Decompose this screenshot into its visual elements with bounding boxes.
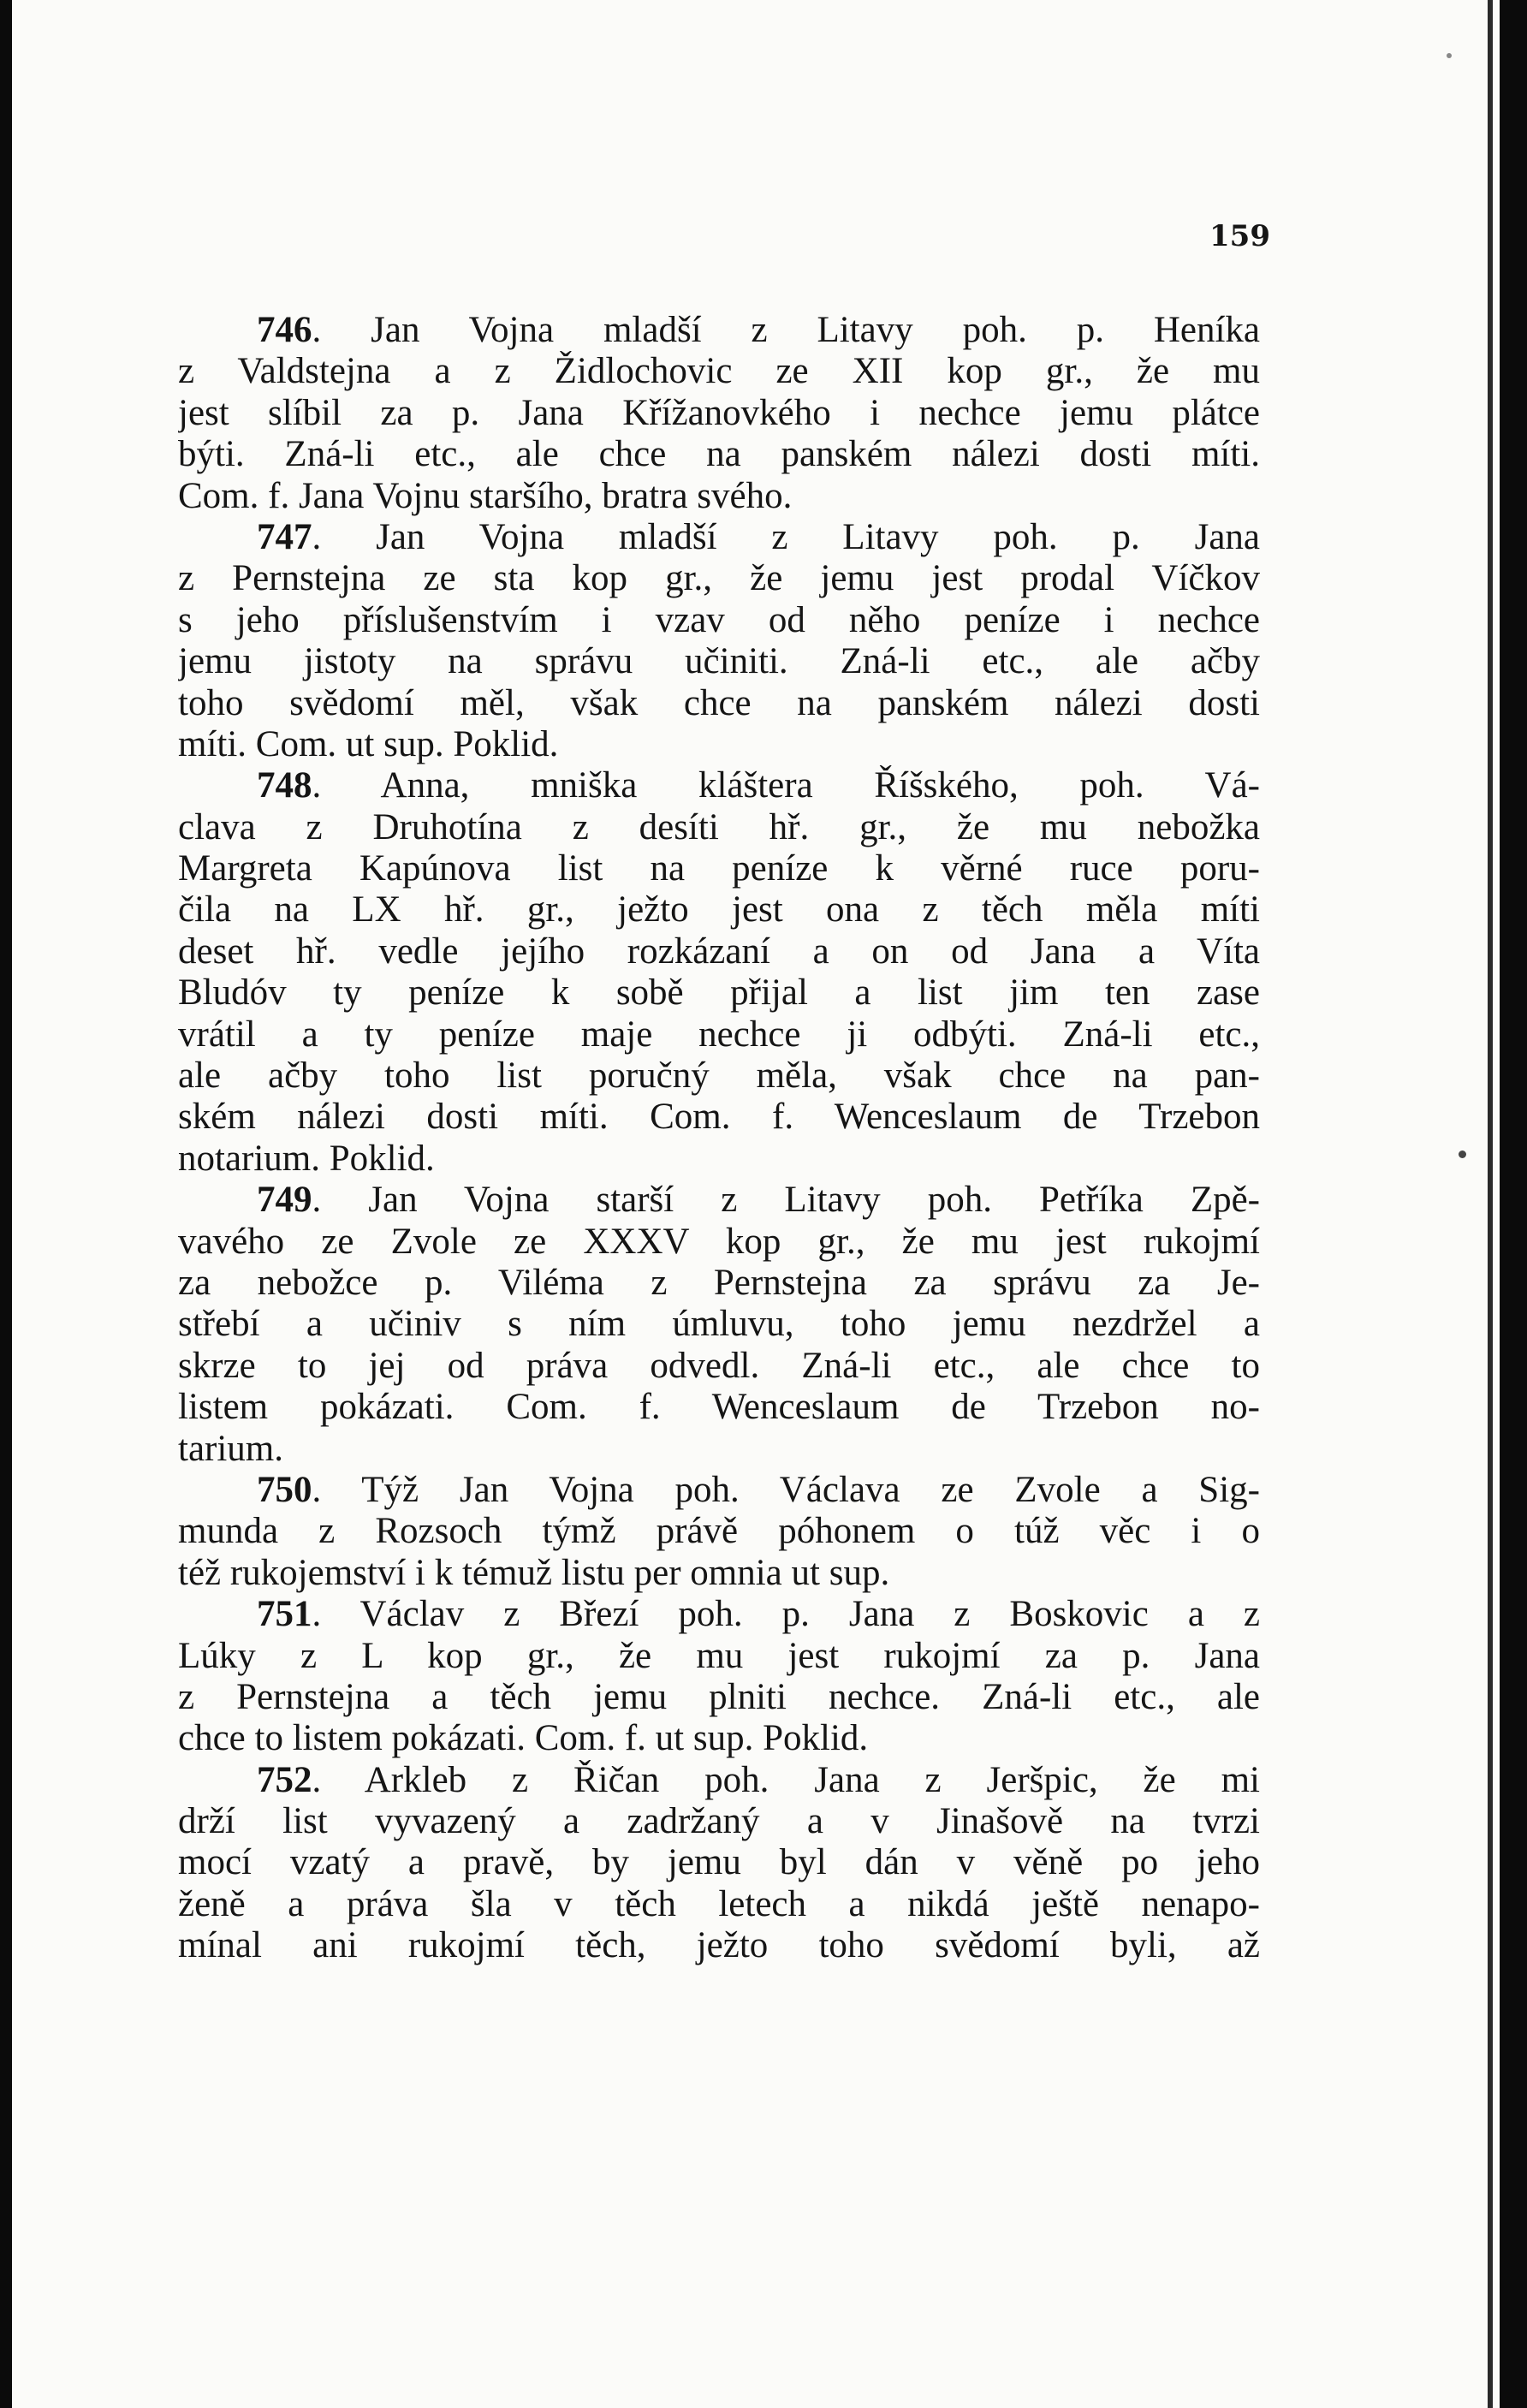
text-line bbox=[178, 1097, 1260, 1138]
line-text: listem pokázati. Com. f. Wenceslaum de Trzebon no- bbox=[178, 1387, 1260, 1428]
line-text: z Pernstejna ze sta kop gr., že jemu jest prodal Víčkov bbox=[178, 558, 1260, 599]
line-text: munda z Rozsoch týmž právě póhonem o túž věc i o bbox=[178, 1511, 1260, 1552]
body-text bbox=[178, 310, 1260, 1967]
line-text: chce to listem pokázati. Com. f. ut sup. Poklid. bbox=[178, 1718, 869, 1759]
entry-first-line bbox=[178, 1470, 1260, 1511]
line-text: za nebožce p. Viléma z Pernstejna za správu za Je- bbox=[178, 1262, 1260, 1303]
entry-number: 752 bbox=[257, 1759, 312, 1800]
line-text: ském nálezi dosti míti. Com. f. Wenceslaum de Trzebon bbox=[178, 1097, 1260, 1138]
text-line bbox=[178, 1718, 1260, 1759]
text-line bbox=[178, 1511, 1260, 1552]
line-text: deset hř. vedle jejího rozkázaní a on od Jana a Víta bbox=[178, 930, 1260, 972]
line-text: . Jan Vojna mladší z Litavy poh. p. Jana bbox=[312, 516, 1260, 557]
text-line bbox=[178, 1636, 1260, 1677]
line-text: Bludóv ty peníze k sobě přijal a list jim ten zase bbox=[178, 972, 1260, 1014]
line-text: mínal ani rukojmí těch, ježto toho svědomí byli, až bbox=[178, 1925, 1260, 1966]
line-text: tarium. bbox=[178, 1428, 283, 1469]
line-text: jemu jistoty na správu učiniti. Zná-li etc., ale ačby bbox=[178, 641, 1260, 682]
text-line bbox=[178, 393, 1260, 434]
text-line bbox=[178, 1677, 1260, 1718]
entry-number: 746 bbox=[257, 310, 312, 350]
entry-number: 750 bbox=[257, 1469, 312, 1510]
text-line bbox=[178, 641, 1260, 682]
text-line bbox=[178, 889, 1260, 930]
text-line bbox=[178, 1553, 1260, 1594]
text-line bbox=[178, 1014, 1260, 1055]
scan-right-edge bbox=[1500, 0, 1527, 2408]
text-line bbox=[178, 476, 1260, 517]
line-text: . Anna, mniška kláštera Říšského, poh. Vá- bbox=[312, 765, 1260, 806]
line-text: jest slíbil za p. Jana Křížanovkého i nechce jemu plátce bbox=[178, 392, 1260, 433]
line-text: střebí a učiniv s ním úmluvu, toho jemu nezdržel a bbox=[178, 1304, 1260, 1345]
text-line bbox=[178, 1387, 1260, 1428]
text-line bbox=[178, 558, 1260, 599]
text-line bbox=[178, 1346, 1260, 1387]
text-line bbox=[178, 1925, 1260, 1966]
line-text: . Arkleb z Řičan poh. Jana z Jeršpic, že mi bbox=[312, 1759, 1260, 1800]
line-text: z Valdstejna a z Židlochovic ze XII kop gr., že mu bbox=[178, 351, 1260, 392]
line-text: toho svědomí měl, však chce na panském nálezi dosti bbox=[178, 682, 1260, 723]
text-line bbox=[178, 351, 1260, 392]
text-line bbox=[178, 1263, 1260, 1304]
line-text: býti. Zná-li etc., ale chce na panském nálezi dosti míti. bbox=[178, 434, 1260, 475]
entry-first-line bbox=[178, 765, 1260, 806]
entry-number: 751 bbox=[257, 1594, 312, 1635]
line-text: mocí vzatý a pravě, by jemu byl dán v věně po jeho bbox=[178, 1842, 1260, 1883]
line-text: clava z Druhotína z desíti hř. gr., že mu nebožka bbox=[178, 806, 1260, 847]
scan-left-edge bbox=[0, 0, 12, 2408]
line-text: též rukojemství i k témuž listu per omnia ut sup. bbox=[178, 1552, 890, 1593]
line-text: vavého ze Zvole ze XXXV kop gr., že mu jest rukojmí bbox=[178, 1221, 1260, 1262]
line-text: z Pernstejna a těch jemu plniti nechce. Zná-li etc., ale bbox=[178, 1676, 1260, 1717]
text-line bbox=[178, 724, 1260, 765]
text-line bbox=[178, 600, 1260, 641]
text-line bbox=[178, 848, 1260, 889]
speck bbox=[1447, 53, 1452, 58]
speck bbox=[1459, 1150, 1466, 1158]
entry-number: 749 bbox=[257, 1180, 312, 1221]
text-line bbox=[178, 434, 1260, 475]
scan-right-line bbox=[1488, 0, 1493, 2408]
line-text: . Jan Vojna mladší z Litavy poh. p. Heníka bbox=[312, 310, 1260, 350]
text-line bbox=[178, 1842, 1260, 1883]
line-text: . Václav z Březí poh. p. Jana z Boskovic a z bbox=[312, 1594, 1260, 1635]
entry-first-line bbox=[178, 1180, 1260, 1221]
text-line bbox=[178, 683, 1260, 724]
entry-number: 748 bbox=[257, 765, 312, 806]
line-text: notarium. Poklid. bbox=[178, 1138, 435, 1179]
line-text: s jeho příslušenstvím i vzav od něho peníze i nechce bbox=[178, 599, 1260, 640]
line-text: čila na LX hř. gr., ježto jest ona z těch měla míti bbox=[178, 889, 1260, 930]
entry-first-line bbox=[178, 1760, 1260, 1801]
text-line bbox=[178, 1139, 1260, 1180]
line-text: drží list vyvazený a zadržaný a v Jinašově na tvrzi bbox=[178, 1801, 1260, 1842]
line-text: Com. f. Jana Vojnu staršího, bratra svého. bbox=[178, 475, 793, 516]
entry-first-line bbox=[178, 1594, 1260, 1635]
text-line bbox=[178, 1884, 1260, 1925]
text-line bbox=[178, 1304, 1260, 1345]
text-line bbox=[178, 972, 1260, 1014]
line-text: míti. Com. ut sup. Poklid. bbox=[178, 723, 559, 764]
line-text: Margreta Kapúnova list na peníze k věrné ruce poru- bbox=[178, 848, 1260, 889]
text-line bbox=[178, 1429, 1260, 1470]
page-number: 159 bbox=[1209, 219, 1270, 253]
text-line bbox=[178, 1801, 1260, 1842]
line-text: Lúky z L kop gr., že mu jest rukojmí za p. Jana bbox=[178, 1635, 1260, 1676]
line-text: ale ačby toho list poručný měla, však chce na pan- bbox=[178, 1055, 1260, 1097]
entry-first-line bbox=[178, 310, 1260, 351]
line-text: vrátil a ty peníze maje nechce ji odbýti. Zná-li etc., bbox=[178, 1014, 1260, 1055]
entry-number: 747 bbox=[257, 516, 312, 557]
entry-first-line bbox=[178, 517, 1260, 558]
text-line bbox=[178, 1055, 1260, 1097]
text-line bbox=[178, 931, 1260, 972]
text-line bbox=[178, 1222, 1260, 1263]
line-text: . Týž Jan Vojna poh. Václava ze Zvole a Sig- bbox=[312, 1469, 1260, 1510]
line-text: ženě a práva šla v těch letech a nikdá ještě nenapo- bbox=[178, 1883, 1260, 1924]
text-line bbox=[178, 807, 1260, 848]
line-text: . Jan Vojna starší z Litavy poh. Petříka Zpě- bbox=[312, 1180, 1260, 1221]
line-text: skrze to jej od práva odvedl. Zná-li etc., ale chce to bbox=[178, 1345, 1260, 1386]
